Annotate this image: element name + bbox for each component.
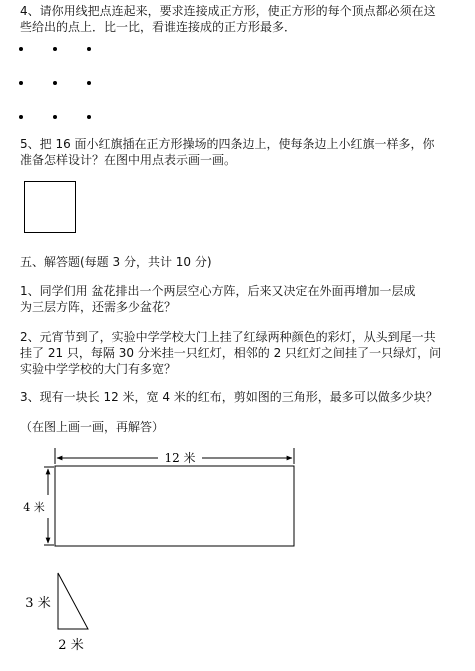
length-label: 12 米 (164, 451, 196, 465)
width-label: 4 米 (23, 501, 45, 514)
p2-line-1: 2、元宵节到了，实验中学学校大门上挂了红绿两种颜色的彩灯，从头到尾一共 (20, 330, 436, 344)
q5-line-1: 5、把 16 面小红旗插在正方形操场的四条边上，使每条边上小红旗一样多，你 (20, 137, 435, 151)
cloth-rectangle (55, 466, 294, 546)
cut-triangle (58, 573, 88, 629)
p1-line-1: 1、同学们用 盆花排出一个两层空心方阵，后来又决定在外面再增加一层成 (20, 284, 416, 298)
section-title: 五、解答题(每题 3 分，共计 10 分) (20, 255, 212, 269)
triangle-base-label: 2 米 (58, 638, 84, 653)
p1-line-2: 为三层方阵，还需多少盆花？ (20, 300, 177, 314)
p2-line-2: 挂了 21 只，每隔 30 分米挂一只红灯，相邻的 2 只红灯之间挂了一只绿灯，问 (20, 346, 442, 360)
p2-line-3: 实验中学学校的大门有多宽？ (20, 362, 177, 376)
p3-line-1: 3、现有一块长 12 米，宽 4 米的红布，剪如图的三角形，最多可以做多少块？ (20, 390, 438, 404)
p3-line-2: （在图上画一画，再解答） (20, 420, 165, 434)
q4-line-2: 些给出的点上．比一比，看谁连接成的正方形最多． (20, 20, 297, 34)
q4-line-1: 4、请你用线把点连起来，要求连接成正方形，使正方形的每个顶点都必须在这 (20, 4, 436, 18)
q5-line-2: 准备怎样设计？在图中用点表示画一画。 (20, 153, 237, 167)
triangle-height-label: 3 米 (25, 596, 51, 611)
